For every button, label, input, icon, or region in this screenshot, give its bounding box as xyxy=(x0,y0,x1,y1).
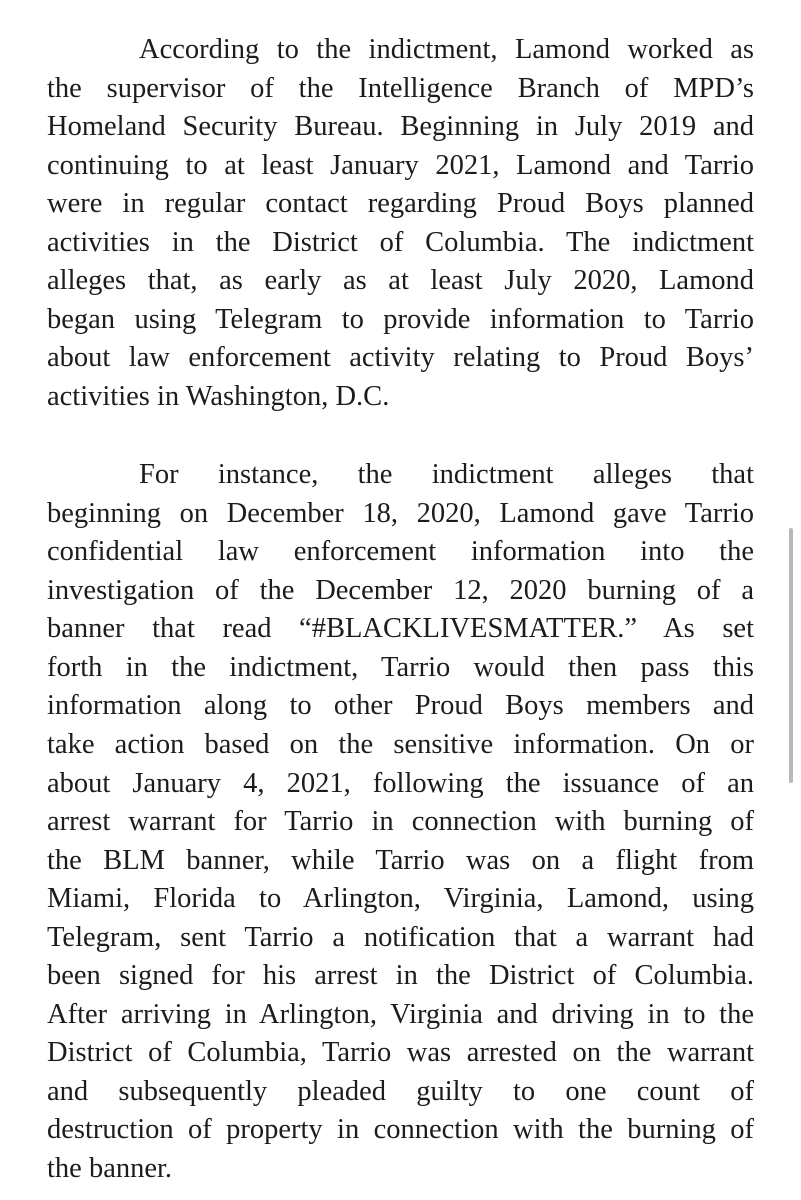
paragraph-line: Telegram, sent Tarrio a notification that a warrant had xyxy=(47,922,754,953)
paragraph-line: For instance, the indictment alleges that xyxy=(139,459,754,490)
paragraph-line: the supervisor of the Intelligence Branch of MPD’s xyxy=(47,73,754,104)
paragraph-line: investigation of the December 12, 2020 burning of a xyxy=(47,575,754,606)
paragraph-line: According to the indictment, Lamond worked as xyxy=(139,34,754,65)
vertical-scrollbar[interactable] xyxy=(789,528,793,783)
paragraph-line: the banner. xyxy=(47,1153,173,1184)
paragraph-line: activities in the District of Columbia. The indictment xyxy=(47,227,754,258)
paragraph-line: activities in Washington, D.C. xyxy=(47,381,390,412)
paragraph-line: were in regular contact regarding Proud Boys planned xyxy=(47,188,754,219)
paragraph-line: forth in the indictment, Tarrio would then pass this xyxy=(47,652,754,683)
paragraph-line: and subsequently pleaded guilty to one count of xyxy=(47,1076,754,1107)
paragraph-line: the BLM banner, while Tarrio was on a flight from xyxy=(47,845,754,876)
paragraph-line: been signed for his arrest in the District of Columbia. xyxy=(47,960,754,991)
paragraph-line: After arriving in Arlington, Virginia and driving in to the xyxy=(47,999,754,1030)
paragraph-line: take action based on the sensitive information. On or xyxy=(47,729,754,760)
paragraph-line: about law enforcement activity relating to Proud Boys’ xyxy=(47,342,754,373)
paragraph-line: about January 4, 2021, following the issuance of an xyxy=(47,768,754,799)
paragraph-line: information along to other Proud Boys members and xyxy=(47,690,754,721)
paragraph-line: alleges that, as early as at least July 2020, Lamond xyxy=(47,265,754,296)
paragraph-line: District of Columbia, Tarrio was arrested on the warrant xyxy=(47,1037,754,1068)
paragraph-line: banner that read “#BLACKLIVESMATTER.” As set xyxy=(47,613,754,644)
paragraph-line: Miami, Florida to Arlington, Virginia, Lamond, using xyxy=(47,883,754,914)
paragraph-line: continuing to at least January 2021, Lamond and Tarrio xyxy=(47,150,754,181)
paragraph-line: destruction of property in connection with the burning of xyxy=(47,1114,754,1145)
paragraph-line: beginning on December 18, 2020, Lamond gave Tarrio xyxy=(47,498,754,529)
paragraph-line: arrest warrant for Tarrio in connection with burning of xyxy=(47,806,754,837)
paragraph-line: Homeland Security Bureau. Beginning in July 2019 and xyxy=(47,111,754,142)
paragraph-line: confidential law enforcement information into the xyxy=(47,536,754,567)
paragraph-line: began using Telegram to provide information to Tarrio xyxy=(47,304,754,335)
